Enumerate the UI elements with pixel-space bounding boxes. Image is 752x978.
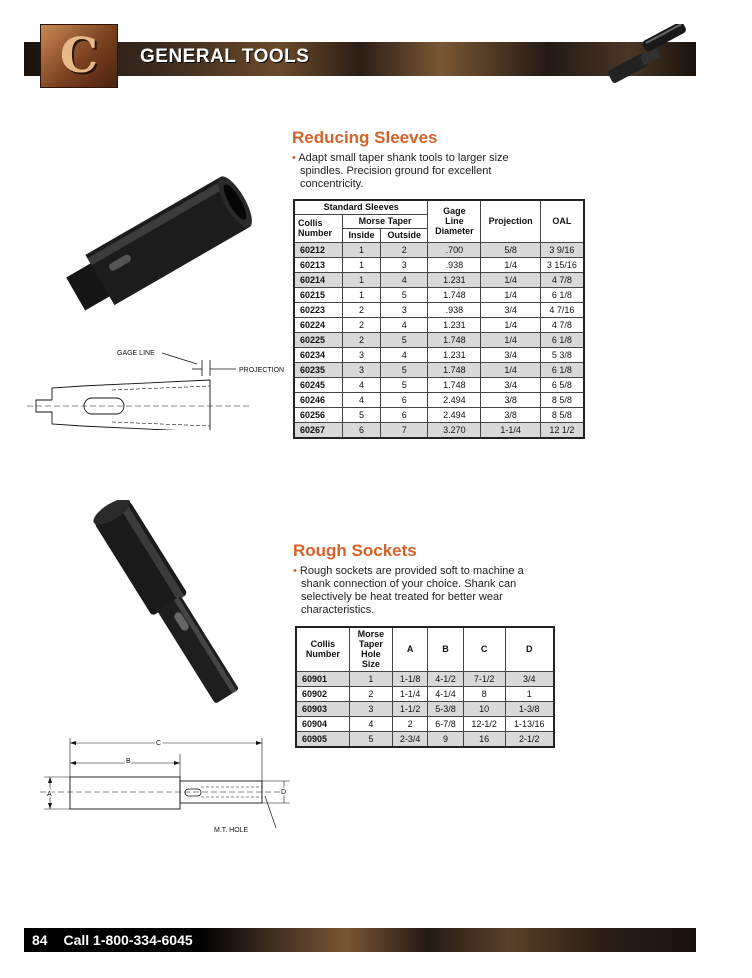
projection-label: PROJECTION xyxy=(239,367,285,374)
banner-texture xyxy=(24,42,696,76)
table-cell: 5 xyxy=(381,362,428,377)
table-cell: 5 xyxy=(381,377,428,392)
table-cell: 8 5/8 xyxy=(540,407,584,422)
table-cell: 3 9/16 xyxy=(540,242,584,257)
rough-sockets-title: Rough Sockets xyxy=(293,541,417,560)
table-cell: 1/4 xyxy=(481,272,540,287)
dimension-a-label: A xyxy=(47,791,52,798)
rough-socket-photo xyxy=(50,500,290,710)
table-cell: 4 7/8 xyxy=(540,317,584,332)
company-logo xyxy=(40,24,118,88)
table-cell: 1/4 xyxy=(481,332,540,347)
outside-header: Outside xyxy=(381,228,428,242)
reducing-sleeves-title: Reducing Sleeves xyxy=(292,128,438,147)
desc-line: Adapt small taper shank tools to larger size xyxy=(298,152,509,164)
desc-line: shank connection of your choice. Shank can xyxy=(301,578,517,590)
table-cell: 8 5/8 xyxy=(540,392,584,407)
table-cell: 5 xyxy=(381,332,428,347)
table-cell: 4 xyxy=(381,347,428,362)
table-cell: 4 xyxy=(381,317,428,332)
table-row xyxy=(294,272,584,287)
collis-number-header: Collis Number xyxy=(296,627,349,671)
table-cell: 2 xyxy=(392,716,427,731)
table-cell: 3/8 xyxy=(481,392,540,407)
table-cell: 1.748 xyxy=(428,362,481,377)
table-cell: 2 xyxy=(349,686,392,701)
table-cell: 1/4 xyxy=(481,362,540,377)
part-number-cell: 60224 xyxy=(294,317,342,332)
table-cell: 3 xyxy=(342,347,380,362)
reducing-sleeve-photo xyxy=(54,148,274,338)
reducing-sleeves-description xyxy=(292,152,509,191)
table-cell: 4 xyxy=(342,377,380,392)
mt-hole-label: M.T. HOLE xyxy=(214,827,249,834)
reducing-sleeves-table xyxy=(293,199,585,439)
table-cell: 2-3/4 xyxy=(392,731,427,747)
table-cell: 4 xyxy=(381,272,428,287)
table-cell: 5 3/8 xyxy=(540,347,584,362)
desc-line: spindles. Precision ground for excellent xyxy=(300,165,492,177)
table-cell: 4 xyxy=(349,716,392,731)
table-row xyxy=(294,422,584,438)
gage-line-diameter-header: Gage Line Diameter xyxy=(428,200,481,242)
table-cell: 3/4 xyxy=(481,347,540,362)
table-row xyxy=(296,686,554,701)
header-banner xyxy=(24,24,696,86)
part-number-cell: 60223 xyxy=(294,302,342,317)
reducing-sleeve-diagram xyxy=(22,340,292,430)
table-cell: 4 7/8 xyxy=(540,272,584,287)
part-number-cell: 60235 xyxy=(294,362,342,377)
table-cell: 1.231 xyxy=(428,317,481,332)
call-phone: Call 1-800-334-6045 xyxy=(63,932,193,948)
table-cell: 4 7/16 xyxy=(540,302,584,317)
part-number-cell: 60902 xyxy=(296,686,349,701)
part-number-cell: 60903 xyxy=(296,701,349,716)
table-cell: 8 xyxy=(463,686,505,701)
part-number-cell: 60267 xyxy=(294,422,342,438)
table-cell: 1 xyxy=(342,287,380,302)
table-row xyxy=(294,362,584,377)
table-cell: 5 xyxy=(381,287,428,302)
part-number-cell: 60246 xyxy=(294,392,342,407)
table-cell: 3 15/16 xyxy=(540,257,584,272)
table-cell: 4-1/2 xyxy=(428,671,463,686)
table-cell: 1-1/4 xyxy=(481,422,540,438)
part-number-cell: 60214 xyxy=(294,272,342,287)
table-cell: .938 xyxy=(428,257,481,272)
table-row xyxy=(296,701,554,716)
table-cell: 6 xyxy=(381,407,428,422)
part-number-cell: 60905 xyxy=(296,731,349,747)
table-row xyxy=(294,377,584,392)
table-cell: 1 xyxy=(342,242,380,257)
table-cell: 7-1/2 xyxy=(463,671,505,686)
table-cell: 3 xyxy=(381,257,428,272)
table-cell: 2 xyxy=(342,302,380,317)
table-cell: 1/4 xyxy=(481,287,540,302)
bullet-icon: • xyxy=(293,565,297,577)
table-cell: 1.231 xyxy=(428,272,481,287)
part-number-cell: 60225 xyxy=(294,332,342,347)
bullet-icon: • xyxy=(292,152,296,164)
table-row xyxy=(296,716,554,731)
table-row xyxy=(294,287,584,302)
footer-banner xyxy=(24,928,696,952)
table-cell: 6 xyxy=(342,422,380,438)
table-cell: 2-1/2 xyxy=(505,731,554,747)
table-cell: 16 xyxy=(463,731,505,747)
table-cell: 6 1/8 xyxy=(540,362,584,377)
desc-line: selectively be heat treated for better wear xyxy=(301,591,503,603)
desc-line: Rough sockets are provided soft to machine a xyxy=(299,565,524,577)
rough-sockets-description xyxy=(293,565,524,617)
table-cell: 3/4 xyxy=(481,377,540,392)
table-cell: 2 xyxy=(342,317,380,332)
col-b-header: B xyxy=(428,627,463,671)
standard-sleeves-header: Standard Sleeves xyxy=(294,200,428,214)
table-cell: 1-13/16 xyxy=(505,716,554,731)
table-cell: 1 xyxy=(349,671,392,686)
table-row xyxy=(294,332,584,347)
table-cell: 1/4 xyxy=(481,257,540,272)
dimension-d-label: D xyxy=(281,789,287,796)
table-cell: 1-1/2 xyxy=(392,701,427,716)
page-number: 84 xyxy=(32,932,48,948)
table-cell: 1-3/8 xyxy=(505,701,554,716)
table-cell: 3/8 xyxy=(481,407,540,422)
part-number-cell: 60212 xyxy=(294,242,342,257)
table-cell: 1 xyxy=(342,272,380,287)
footer-text xyxy=(32,932,205,948)
part-number-cell: 60901 xyxy=(296,671,349,686)
rough-sockets-table xyxy=(295,626,555,748)
part-number-cell: 60215 xyxy=(294,287,342,302)
desc-line: concentricity. xyxy=(300,178,364,190)
table-cell: 5-3/8 xyxy=(428,701,463,716)
table-cell: 12-1/2 xyxy=(463,716,505,731)
table-cell: 1 xyxy=(505,686,554,701)
table-row xyxy=(296,731,554,747)
table-cell: 4-1/4 xyxy=(428,686,463,701)
table-cell: 2.494 xyxy=(428,407,481,422)
collis-number-header: Collis Number xyxy=(294,214,342,242)
table-cell: 1.231 xyxy=(428,347,481,362)
table-cell: 12 1/2 xyxy=(540,422,584,438)
table-row xyxy=(294,407,584,422)
part-number-cell: 60213 xyxy=(294,257,342,272)
table-cell: 3.270 xyxy=(428,422,481,438)
table-cell: 1.748 xyxy=(428,287,481,302)
table-cell: 6 1/8 xyxy=(540,287,584,302)
table-cell: 6 xyxy=(381,392,428,407)
table-cell: 6-7/8 xyxy=(428,716,463,731)
table-row xyxy=(294,392,584,407)
table-cell: 1-1/8 xyxy=(392,671,427,686)
table-cell: 5 xyxy=(349,731,392,747)
part-number-cell: 60245 xyxy=(294,377,342,392)
col-a-header: A xyxy=(392,627,427,671)
gage-line-label: GAGE LINE xyxy=(117,350,155,357)
morse-taper-hole-size-header: Morse Taper Hole Size xyxy=(349,627,392,671)
table-row xyxy=(294,347,584,362)
table-row xyxy=(294,317,584,332)
table-cell: 6 1/8 xyxy=(540,332,584,347)
table-cell: .938 xyxy=(428,302,481,317)
table-cell: 4 xyxy=(342,392,380,407)
morse-taper-header: Morse Taper xyxy=(342,214,428,228)
inside-header: Inside xyxy=(342,228,380,242)
table-cell: 3 xyxy=(381,302,428,317)
desc-line: characteristics. xyxy=(301,604,375,616)
table-cell: 1.748 xyxy=(428,377,481,392)
table-row xyxy=(294,242,584,257)
table-cell: 7 xyxy=(381,422,428,438)
table-row xyxy=(294,257,584,272)
table-cell: 1/4 xyxy=(481,317,540,332)
table-row xyxy=(294,302,584,317)
logo-letter: C xyxy=(59,28,99,84)
table-cell: 1-1/4 xyxy=(392,686,427,701)
table-cell: 1 xyxy=(342,257,380,272)
table-cell: 10 xyxy=(463,701,505,716)
table-cell: 2 xyxy=(381,242,428,257)
table-cell: .700 xyxy=(428,242,481,257)
table-cell: 3/4 xyxy=(505,671,554,686)
table-cell: 3/4 xyxy=(481,302,540,317)
table-cell: 6 5/8 xyxy=(540,377,584,392)
part-number-cell: 60904 xyxy=(296,716,349,731)
table-cell: 2.494 xyxy=(428,392,481,407)
dimension-b-label: B xyxy=(126,758,131,765)
table-cell: 3 xyxy=(342,362,380,377)
table-cell: 5/8 xyxy=(481,242,540,257)
projection-header: Projection xyxy=(481,200,540,242)
sleeve-tools-photo xyxy=(602,24,696,86)
table-cell: 1.748 xyxy=(428,332,481,347)
oal-header: OAL xyxy=(540,200,584,242)
part-number-cell: 60234 xyxy=(294,347,342,362)
table-cell: 3 xyxy=(349,701,392,716)
rough-socket-diagram xyxy=(40,732,300,837)
table-cell: 2 xyxy=(342,332,380,347)
table-cell: 9 xyxy=(428,731,463,747)
banner-title: GENERAL TOOLS xyxy=(140,46,310,67)
part-number-cell: 60256 xyxy=(294,407,342,422)
table-row xyxy=(296,671,554,686)
col-d-header: D xyxy=(505,627,554,671)
dimension-c-label: C xyxy=(156,740,162,747)
col-c-header: C xyxy=(463,627,505,671)
table-cell: 5 xyxy=(342,407,380,422)
